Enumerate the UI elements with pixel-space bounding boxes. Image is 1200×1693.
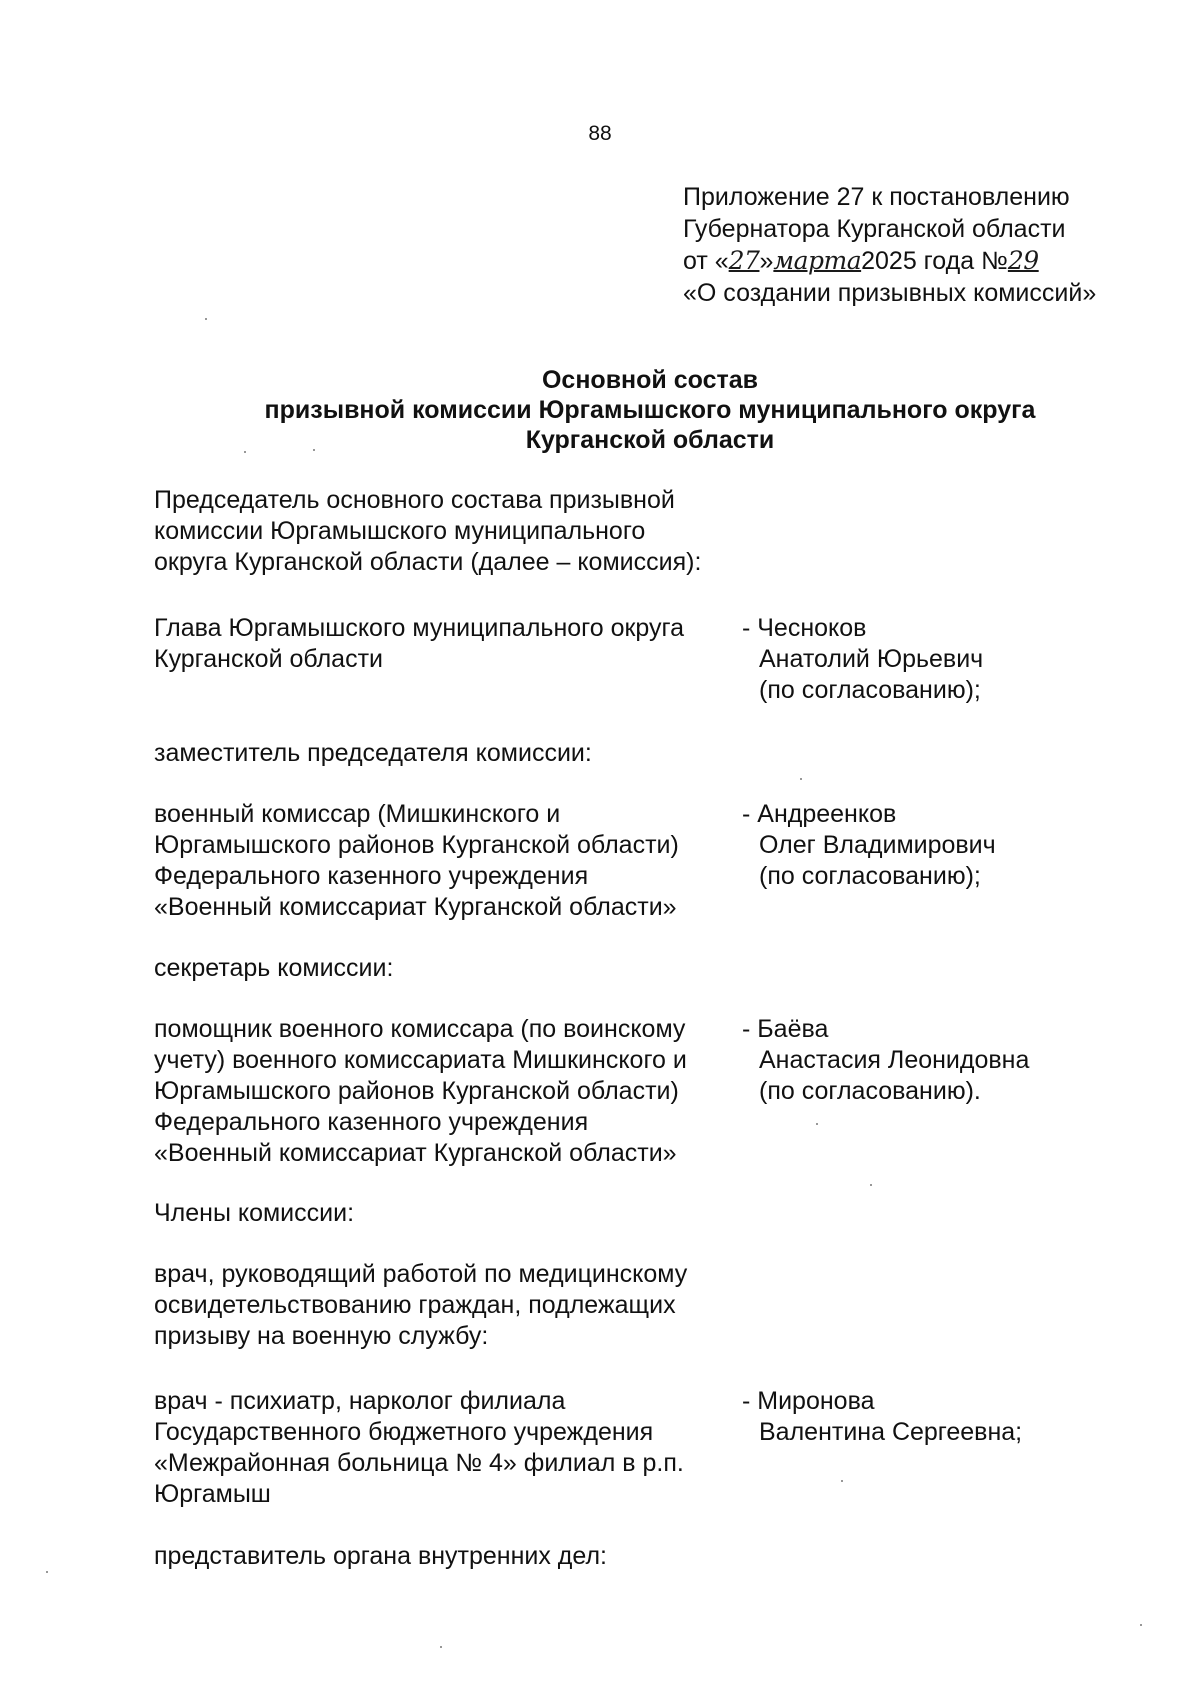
deputy-person — [742, 799, 1102, 892]
role-line: помощник военного комиссара (по воинскому — [154, 1015, 686, 1043]
appendix-year: 2025 года № — [861, 247, 1008, 275]
appendix-line-2: Губернатора Курганской области — [683, 215, 1066, 243]
scan-speck — [244, 451, 246, 453]
secretary-role — [154, 1014, 724, 1169]
secretary-heading: секретарь комиссии: — [154, 954, 394, 982]
person-surname: - Андреенков — [742, 800, 897, 828]
role-line: Юргамышского районов Курганской области) — [154, 1077, 679, 1105]
scan-speck — [870, 1184, 872, 1186]
appendix-date-sep: » — [759, 247, 774, 275]
chairman-person — [742, 613, 1102, 706]
appendix-line-1: Приложение 27 к постановлению — [683, 183, 1070, 211]
role-line: «Военный комиссариат Курганской области» — [154, 1139, 677, 1167]
doctor-intro-line-3: призыву на военную службу: — [154, 1322, 489, 1350]
appendix-header — [683, 181, 1096, 309]
page-number: 88 — [588, 122, 612, 145]
role-line: учету) военного комиссариата Мишкинского и — [154, 1046, 687, 1074]
role-line: Федерального казенного учреждения — [154, 862, 589, 890]
chairman-intro-line-1: Председатель основного состава призывной — [154, 486, 675, 514]
appendix-line-4: «О создании призывных комиссий» — [683, 279, 1097, 307]
handwritten-month: марта — [773, 246, 862, 275]
scan-speck — [1140, 1624, 1142, 1626]
person-name: Анастасия Леонидовна — [759, 1046, 1030, 1074]
members-heading: Члены комиссии: — [154, 1199, 355, 1227]
doctor-intro-line-1: врач, руководящий работой по медицинскому — [154, 1260, 688, 1288]
person-name: Анатолий Юрьевич — [759, 645, 984, 673]
person-surname: - Миронова — [742, 1387, 875, 1415]
scan-speck — [800, 778, 802, 780]
deputy-heading: заместитель председателя комиссии: — [154, 739, 592, 767]
role-line: Глава Юргамышского муниципального округа — [154, 614, 685, 642]
role-line: Федерального казенного учреждения — [154, 1108, 589, 1136]
scan-speck — [205, 318, 207, 320]
doctor-intro — [154, 1259, 687, 1352]
person-note: (по согласованию); — [759, 862, 981, 890]
scan-speck — [841, 1480, 843, 1482]
role-line: Юргамышского районов Курганской области) — [154, 831, 679, 859]
police-heading: представитель органа внутренних дел: — [154, 1542, 608, 1570]
title-line-1: Основной состав — [541, 366, 759, 394]
scan-speck — [440, 1646, 442, 1648]
role-line: «Межрайонная больница № 4» филиал в р.п. — [154, 1449, 684, 1477]
doctor-intro-line-2: освидетельствованию граждан, подлежащих — [154, 1291, 676, 1319]
deputy-role — [154, 799, 724, 923]
handwritten-number: 29 — [1007, 246, 1039, 275]
document-title — [150, 365, 1150, 455]
role-line: Государственного бюджетного учреждения — [154, 1418, 654, 1446]
title-line-2: призывной комиссии Юргамышского муниципального округа — [264, 396, 1036, 424]
chairman-intro — [154, 485, 1054, 578]
appendix-date-prefix: от « — [683, 247, 729, 275]
scan-speck — [816, 1123, 818, 1125]
role-line: врач - психиатр, нарколог филиала — [154, 1387, 566, 1415]
scan-speck — [313, 449, 315, 451]
person-name: Валентина Сергеевна; — [759, 1418, 1023, 1446]
person-surname: - Чесноков — [742, 614, 867, 642]
person-name: Олег Владимирович — [759, 831, 996, 859]
role-line: «Военный комиссариат Курганской области» — [154, 893, 677, 921]
doctor-role — [154, 1386, 724, 1510]
scan-speck — [46, 1571, 48, 1573]
role-line: Юргамыш — [154, 1480, 271, 1508]
secretary-person — [742, 1014, 1102, 1107]
doctor-person — [742, 1386, 1102, 1448]
appendix-line-3 — [683, 245, 1096, 277]
person-note: (по согласованию). — [759, 1077, 981, 1105]
handwritten-day: 27 — [728, 246, 760, 275]
person-surname: - Баёва — [742, 1015, 829, 1043]
person-note: (по согласованию); — [759, 676, 981, 704]
role-line: Курганской области — [154, 645, 384, 673]
chairman-intro-line-2: комиссии Юргамышского муниципального — [154, 517, 646, 545]
title-line-3: Курганской области — [525, 426, 775, 454]
chairman-intro-line-3: округа Курганской области (далее – комиссия): — [154, 548, 702, 576]
role-line: военный комиссар (Мишкинского и — [154, 800, 561, 828]
chairman-role — [154, 613, 724, 675]
